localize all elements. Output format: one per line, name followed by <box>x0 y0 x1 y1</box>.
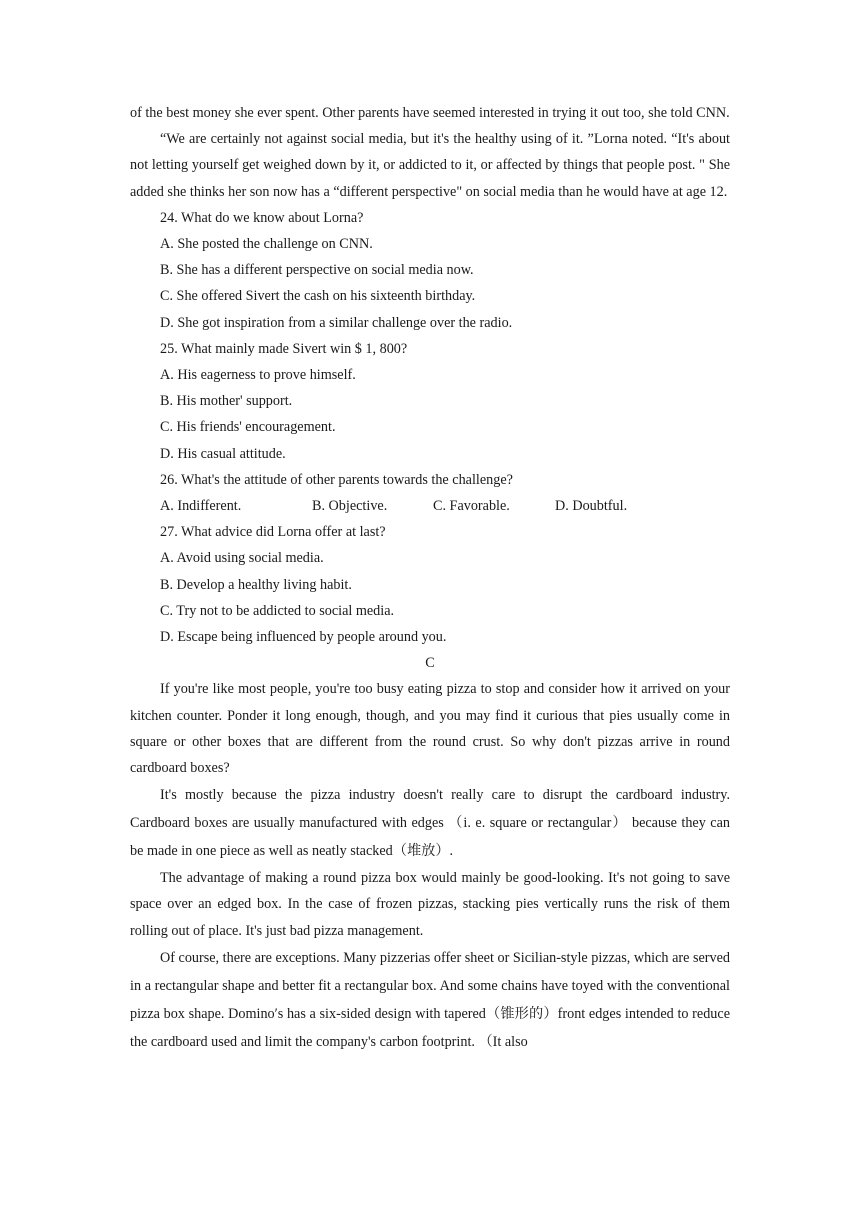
passage-c-paragraph: If you're like most people, you're too busy eating pizza to stop and consider how it arrived on your kitchen counter. Ponder it long enough, though, and you may find it curious that pies usually come in square or other boxes that are different from the round crust. So why don't pizzas arrive in round cardboard boxes? <box>130 681 730 777</box>
document-page <box>130 100 730 1056</box>
answer-option: A. She posted the challenge on CNN. <box>160 236 373 253</box>
answer-option: B. Objective. <box>312 498 388 515</box>
answer-options-row <box>130 493 730 519</box>
question-stem: 24. What do we know about Lorna? <box>160 209 364 226</box>
answer-option: D. His casual attitude. <box>160 445 286 462</box>
passage-b-paragraph: of the best money she ever spent. Other parents have seemed interested in trying it out too, she told CNN. <box>130 105 730 121</box>
passage-c-paragraph: It's mostly because the pizza industry doesn't really care to disrupt the cardboard industry. Cardboard boxes are usually manufactured with edges （i. e. square or rectangular） because they can be made in one piece as well as neatly stacked（堆放）. <box>130 787 730 860</box>
answer-option: D. She got inspiration from a similar challenge over the radio. <box>160 314 513 331</box>
passage-b-paragraph: “We are certainly not against social media, but it's the healthy using of it. ”Lorna noted. “It's about not letting yourself get weighed down by it, or addicted to it, or affected by things that people post. " She added she thinks her son now has a “different perspective" on social media than he would have at age 12. <box>130 131 730 200</box>
answer-option: B. She has a different perspective on social media now. <box>160 262 474 279</box>
answer-option: C. Try not to be addicted to social media. <box>160 602 395 619</box>
answer-option: C. She offered Sivert the cash on his sixteenth birthday. <box>160 288 476 305</box>
answer-option: B. Develop a healthy living habit. <box>160 576 352 593</box>
passage-c-paragraph: The advantage of making a round pizza box would mainly be good-looking. It's not going to save space over an edged box. In the case of frozen pizzas, stacking pies vertically runs the risk of them rolling out of place. It's just bad pizza management. <box>130 870 730 939</box>
answer-option: C. His friends' encouragement. <box>160 419 336 436</box>
question-stem: 27. What advice did Lorna offer at last? <box>160 524 386 541</box>
question-stem: 25. What mainly made Sivert win $ 1, 800? <box>160 340 408 357</box>
question-stem: 26. What's the attitude of other parents towards the challenge? <box>160 471 513 488</box>
passage-c-paragraph: Of course, there are exceptions. Many pizzerias offer sheet or Sicilian-style pizzas, which are served in a rectangular shape and better fit a rectangular box. And some chains have toyed with the conventional pizza box shape. Domino′s has a six-sided design with tapered（锥形的）front edges intended to reduce the cardboard used and limit the company's carbon footprint. （It also <box>130 949 730 1050</box>
answer-option: B. His mother' support. <box>160 393 293 410</box>
answer-option: A. Indifferent. <box>160 498 242 515</box>
section-heading: C <box>425 655 435 672</box>
answer-option: A. His eagerness to prove himself. <box>160 367 356 384</box>
answer-option: A. Avoid using social media. <box>160 550 324 567</box>
answer-option: C. Favorable. <box>433 498 510 515</box>
answer-option: D. Escape being influenced by people around you. <box>160 629 447 646</box>
answer-option: D. Doubtful. <box>555 498 628 515</box>
